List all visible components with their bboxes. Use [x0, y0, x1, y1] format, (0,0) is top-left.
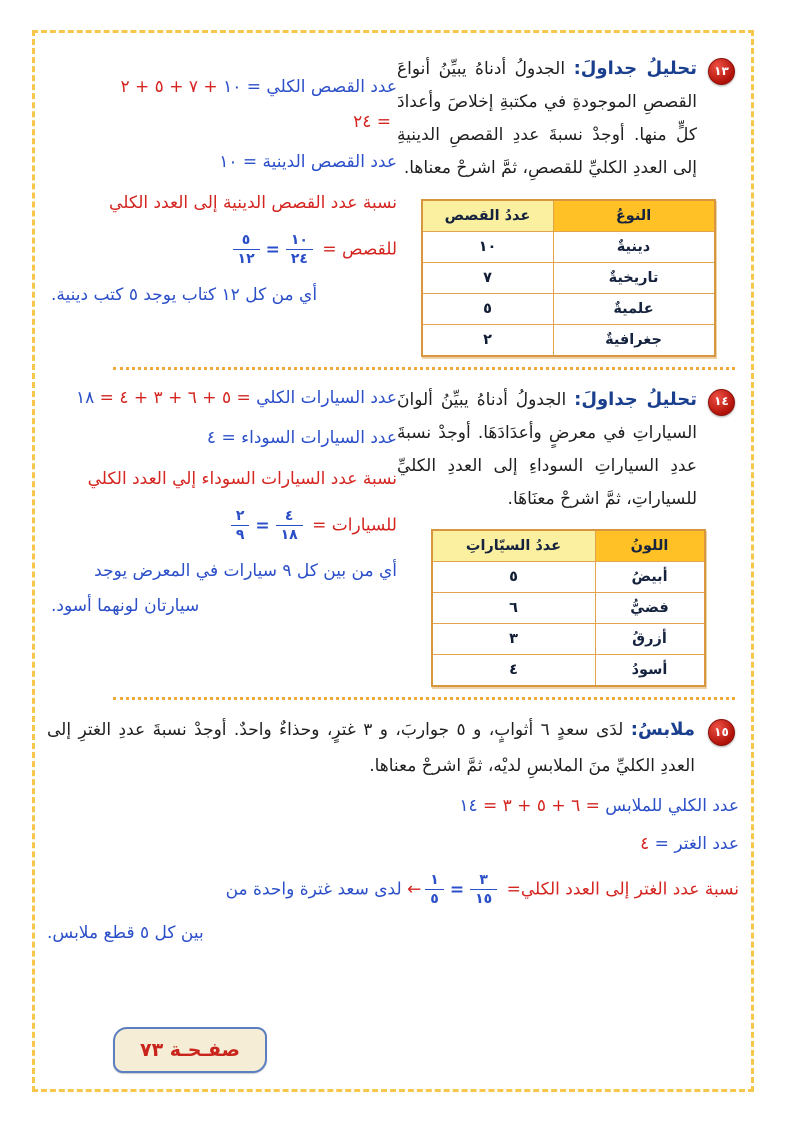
header-color: اللونُ: [595, 530, 705, 562]
fraction: [233, 231, 260, 268]
fraction-numerator: ٥: [233, 231, 260, 250]
table-row: [422, 293, 715, 324]
equals-sign: =: [255, 515, 270, 536]
dotted-separator: [113, 367, 735, 370]
color-cell: أسودُ: [595, 655, 705, 687]
count-cell: ٥: [422, 293, 554, 324]
table-row: [422, 324, 715, 356]
color-cell: أزرقُ: [595, 624, 705, 655]
answer-meaning-line2: بين كل ٥ قطع ملابس.: [47, 923, 204, 944]
color-cell: أبيضُ: [595, 562, 705, 593]
sum-terms: = ٥ + ٦ + ٣ + ٤ =: [94, 387, 251, 408]
answer-ratio-equation: [57, 871, 739, 908]
answer-black-count: عدد السيارات السوداء = ٤: [206, 428, 397, 449]
table-row: [432, 624, 705, 655]
problem-15-body: لدَى سعدٍ ٦ أثوابٍ، و ٥ جواربَ، و ٣ غترٍ، وحذاءٌ واحدٌ. أوجدْ نسبةَ عددِ الغترِ إلى العددِ الكليِّ منَ الملابسِ لديْه، ثمَّ اشرحْ معناها.: [47, 720, 695, 777]
problem-15-title: ملابسُ:: [630, 719, 695, 741]
fraction: [231, 507, 250, 544]
page-content: [35, 33, 751, 1089]
fraction-numerator: ١: [425, 871, 444, 890]
count-cell: ٦: [432, 593, 596, 624]
answer-meaning: أي من كل ١٢ كتاب يوجد ٥ كتب دينية.: [51, 285, 318, 306]
count-cell: ٤: [432, 655, 596, 687]
problem-15-number-badge: ١٥: [708, 719, 735, 746]
count-cell: ٧: [422, 262, 554, 293]
problem-13: [397, 51, 739, 357]
count-cell: ٢: [422, 324, 554, 356]
fraction-numerator: ١٠: [286, 231, 313, 250]
answer-total-sum: [153, 794, 739, 820]
header-count: عددُ القصص: [422, 200, 554, 232]
color-cell: فضيُّ: [595, 593, 705, 624]
table-header-row: [432, 530, 705, 562]
problem-13-body: الجدولُ أدناهُ يبيِّنُ أنواعَ القصصِ الموجودةِ في مكتبةِ إخلاصَ وأعدادَ كلٍّ منها. أوجدْ نسبةَ عددِ القصصِ الدينيةِ إلى العددِ الكليِّ للقصصِ، ثمَّ اشرحْ معناها.: [397, 59, 697, 179]
sum-label: عدد السيارات الكلي: [250, 387, 397, 408]
fraction: [470, 871, 497, 908]
equals-sign: =: [265, 239, 280, 260]
page-number-label: صفـحـة ٧٣: [139, 1039, 241, 1061]
table-row: [432, 655, 705, 687]
ratio-prefix: للقصص =: [316, 239, 397, 260]
section-problem-13: [47, 51, 739, 357]
equals-sign: =: [449, 879, 465, 900]
table-row: [432, 562, 705, 593]
section-problem-14: [47, 382, 739, 688]
sum-result: ١٤: [459, 795, 478, 816]
fraction-denominator: ١٢: [237, 251, 255, 268]
answer-13: [47, 51, 397, 357]
fraction-denominator: ٩: [235, 527, 245, 544]
fraction-denominator: ٥: [430, 891, 439, 908]
type-cell: جغرافيةٌ: [553, 324, 715, 356]
meaning-start: لدى سعد غترة واحدة من: [225, 879, 408, 900]
answer-meaning-line1: أي من بين كل ٩ سيارات في المعرض يوجد: [94, 561, 397, 582]
left-arrow-icon: ←: [407, 879, 422, 900]
table-header-row: [422, 200, 715, 232]
answer-ghutra-count: [153, 832, 739, 858]
sum-terms: = ٦ + ٥ + ٣ =: [477, 795, 600, 816]
type-cell: علميةٌ: [553, 293, 715, 324]
problem-14-title: تحليلُ جداولَ:: [574, 388, 697, 410]
type-cell: دينيةٌ: [553, 231, 715, 262]
count-cell: ٥: [432, 562, 596, 593]
header-count: عددُ السيّاراتِ: [432, 530, 596, 562]
sum-label: عدد القصص الكلي = ١٠: [223, 77, 397, 97]
answer-meaning-line2: سيارتان لونهما أسود.: [51, 595, 200, 616]
problem-14-text: [397, 382, 739, 517]
fraction-numerator: ٤: [276, 507, 303, 526]
sum-terms: + ٧ + ٥ + ٢: [120, 77, 224, 97]
problem-13-title: تحليلُ جداولَ:: [573, 58, 697, 79]
problem-14-body: الجدولُ أدناهُ يبيِّنُ ألوانَ السياراتِ في معرضٍ وأعدَادَهَا. أوجدْ نسبةَ عددِ السياراتِ السوداءِ إلى العددِ الكليِّ للسياراتِ، ثمَّ اشرحْ معنَاهَا.: [397, 389, 697, 509]
ratio-prefix: نسبة عدد الغتر إلى العدد الكلي=: [501, 879, 739, 900]
type-cell: تاريخيةٌ: [553, 262, 715, 293]
page-border: [32, 30, 754, 1092]
answer-15: [47, 794, 739, 947]
fraction: [425, 871, 444, 908]
answer-ratio-label: نسبة عدد السيارات السوداء إلي العدد الكلي: [87, 468, 397, 489]
sum-result: ١٨: [76, 387, 95, 408]
answer-14: [47, 382, 397, 688]
answer-ratio-equation: [51, 507, 397, 544]
header-type: النوعُ: [553, 200, 715, 232]
count-cell: ١٠: [422, 231, 554, 262]
problem-13-number-badge: ١٣: [708, 58, 735, 85]
table-row: [432, 593, 705, 624]
page-number-badge: [113, 1027, 267, 1073]
sum-label: عدد الكلي للملابس: [599, 795, 739, 816]
count-cell: ٣: [432, 624, 596, 655]
fraction-numerator: ٣: [470, 871, 497, 890]
fraction-numerator: ٢: [231, 507, 250, 526]
fraction-denominator: ٢٤: [290, 251, 308, 268]
problem-15-text: [47, 712, 739, 784]
answer-total-result: = ٢٤: [353, 111, 391, 132]
answer-total-sum: [51, 386, 397, 412]
table-row: [422, 262, 715, 293]
problem-13-text: [397, 51, 739, 186]
answer-total-sum: [51, 75, 397, 101]
story-types-table: [421, 199, 716, 357]
fraction-denominator: ١٥: [475, 891, 493, 908]
table-row: [422, 231, 715, 262]
count-value: ٤: [640, 834, 650, 855]
answer-religious-count: عدد القصص الدينية = ١٠: [219, 152, 397, 172]
fraction: [286, 231, 313, 268]
dotted-separator: [113, 697, 735, 700]
section-problem-15: [47, 712, 739, 947]
count-label: عدد الغتر =: [649, 834, 739, 855]
ratio-prefix: للسيارات =: [306, 515, 397, 536]
fraction: [276, 507, 303, 544]
fraction-denominator: ١٨: [280, 527, 298, 544]
car-colors-table: [431, 529, 706, 687]
problem-14-number-badge: ١٤: [708, 389, 735, 416]
answer-ratio-equation: [51, 231, 397, 268]
problem-14: [397, 382, 739, 688]
answer-ratio-label: نسبة عدد القصص الدينية إلى العدد الكلي: [109, 192, 397, 213]
